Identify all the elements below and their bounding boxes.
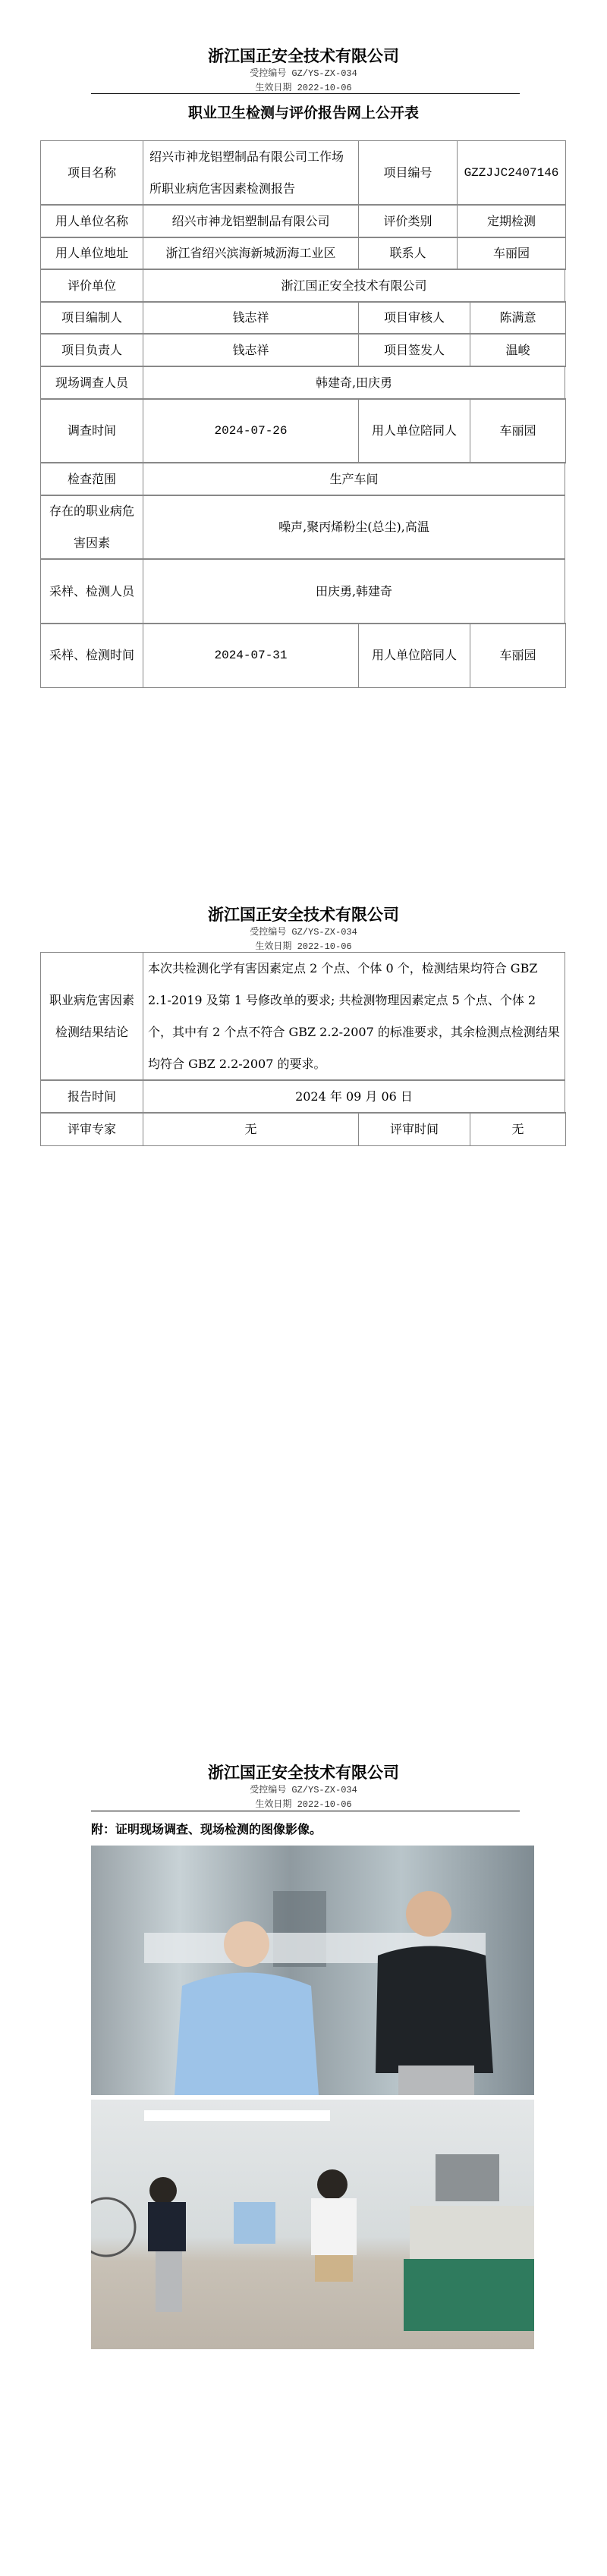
value-cell: 浙江省绍兴滨海新城沥海工业区	[143, 237, 359, 270]
value-cell: 无	[143, 1112, 359, 1146]
label-cell: 项目负责人	[40, 333, 143, 367]
label-cell: 项目审核人	[358, 301, 470, 335]
header-divider	[91, 93, 520, 94]
value-cell: 钱志祥	[143, 301, 359, 335]
value-cell: 2024-07-26	[143, 398, 359, 463]
label-cell: 评审专家	[40, 1112, 143, 1146]
label-cell: 用人单位名称	[40, 204, 143, 238]
survey-photo-illustration	[91, 1846, 534, 2095]
value-cell: 生产车间	[143, 462, 565, 496]
label-cell: 项目签发人	[358, 333, 470, 367]
effective-date: 生效日期 2022-10-06	[255, 1799, 352, 1810]
attachment-note: 附：证明现场调查、现场检测的图像影像。	[91, 1822, 322, 1836]
label-cell: 采样、检测时间	[40, 623, 143, 688]
table-row	[41, 1080, 566, 1114]
value-cell: 绍兴市神龙铝塑制品有限公司工作场所职业病危害因素检测报告	[143, 140, 359, 206]
value-cell: 2024-07-31	[143, 623, 359, 688]
control-number: 受控编号 GZ/YS-ZX-034	[250, 927, 357, 938]
label-cell: 检查范围	[40, 462, 143, 496]
value-cell: 田庆勇,韩建奇	[143, 558, 565, 624]
label-cell: 评审时间	[358, 1112, 470, 1146]
label-cell: 评价类别	[358, 204, 458, 238]
label-cell: 项目编制人	[40, 301, 143, 335]
table-row	[41, 141, 566, 206]
value-cell: 定期检测	[457, 204, 566, 238]
label-cell: 调查时间	[40, 398, 143, 463]
value-cell: 2024 年 09 月 06 日	[143, 1079, 565, 1114]
value-cell: 车丽园	[470, 623, 566, 688]
label-cell: 项目编号	[358, 140, 458, 206]
label-cell: 现场调查人员	[40, 366, 143, 400]
label-cell: 报告时间	[40, 1079, 143, 1114]
page-title: 职业卫生检测与评价报告网上公开表	[187, 105, 419, 121]
table-row	[41, 624, 566, 688]
table-row	[41, 953, 566, 1081]
value-cell: 无	[470, 1112, 566, 1146]
table-row	[41, 269, 566, 303]
table-row	[41, 559, 566, 624]
table-row	[41, 399, 566, 463]
label-cell: 采样、检测人员	[40, 558, 143, 624]
effective-date: 生效日期 2022-10-06	[255, 941, 352, 952]
value-cell: 韩建奇,田庆勇	[143, 366, 565, 400]
company-header: 浙江国正安全技术有限公司	[208, 1763, 399, 1782]
value-cell: 浙江国正安全技术有限公司	[143, 269, 565, 303]
table-row	[41, 366, 566, 400]
value-cell: 温峻	[470, 333, 566, 367]
label-cell: 联系人	[358, 237, 458, 270]
value-cell: 车丽园	[457, 237, 566, 270]
table-row	[41, 237, 566, 270]
label-cell: 用人单位陪同人	[358, 398, 470, 463]
value-cell: 车丽园	[470, 398, 566, 463]
table-row	[41, 495, 566, 560]
value-cell: 陈满意	[470, 301, 566, 335]
site-testing-photo	[91, 2100, 534, 2349]
table-row	[41, 463, 566, 496]
table-row	[41, 205, 566, 238]
company-header: 浙江国正安全技术有限公司	[208, 46, 399, 65]
company-header: 浙江国正安全技术有限公司	[208, 905, 399, 924]
table-row	[41, 1113, 566, 1146]
conclusion-text: 本次共检测化学有害因素定点 2 个点、个体 0 个，检测结果均符合 GBZ 2.1-2019 及第 1 号修改单的要求; 共检测物理因素定点 5 个点、个体 2 个，其中有 2 个点不符合 GBZ 2.2-2007 的标准要求，其余检测点检测结果均符合 GBZ 2.2-2007 的要求。	[143, 952, 565, 1081]
label-cell: 存在的职业病危害因素	[40, 495, 143, 560]
table-row	[41, 302, 566, 335]
value-cell: 钱志祥	[143, 333, 359, 367]
testing-photo-illustration	[91, 2100, 534, 2349]
effective-date: 生效日期 2022-10-06	[255, 83, 352, 93]
site-survey-photo	[91, 1846, 534, 2095]
value-cell: 噪声,聚丙烯粉尘(总尘),高温	[143, 495, 565, 560]
table-row	[41, 334, 566, 367]
label-cell: 评价单位	[40, 269, 143, 303]
value-cell: GZZJJC2407146	[457, 140, 566, 206]
label-cell: 职业病危害因素检测结果结论	[40, 952, 143, 1081]
label-cell: 项目名称	[40, 140, 143, 206]
control-number: 受控编号 GZ/YS-ZX-034	[250, 1785, 357, 1795]
label-cell: 用人单位地址	[40, 237, 143, 270]
control-number: 受控编号 GZ/YS-ZX-034	[250, 68, 357, 79]
value-cell: 绍兴市神龙铝塑制品有限公司	[143, 204, 359, 238]
label-cell: 用人单位陪同人	[358, 623, 470, 688]
